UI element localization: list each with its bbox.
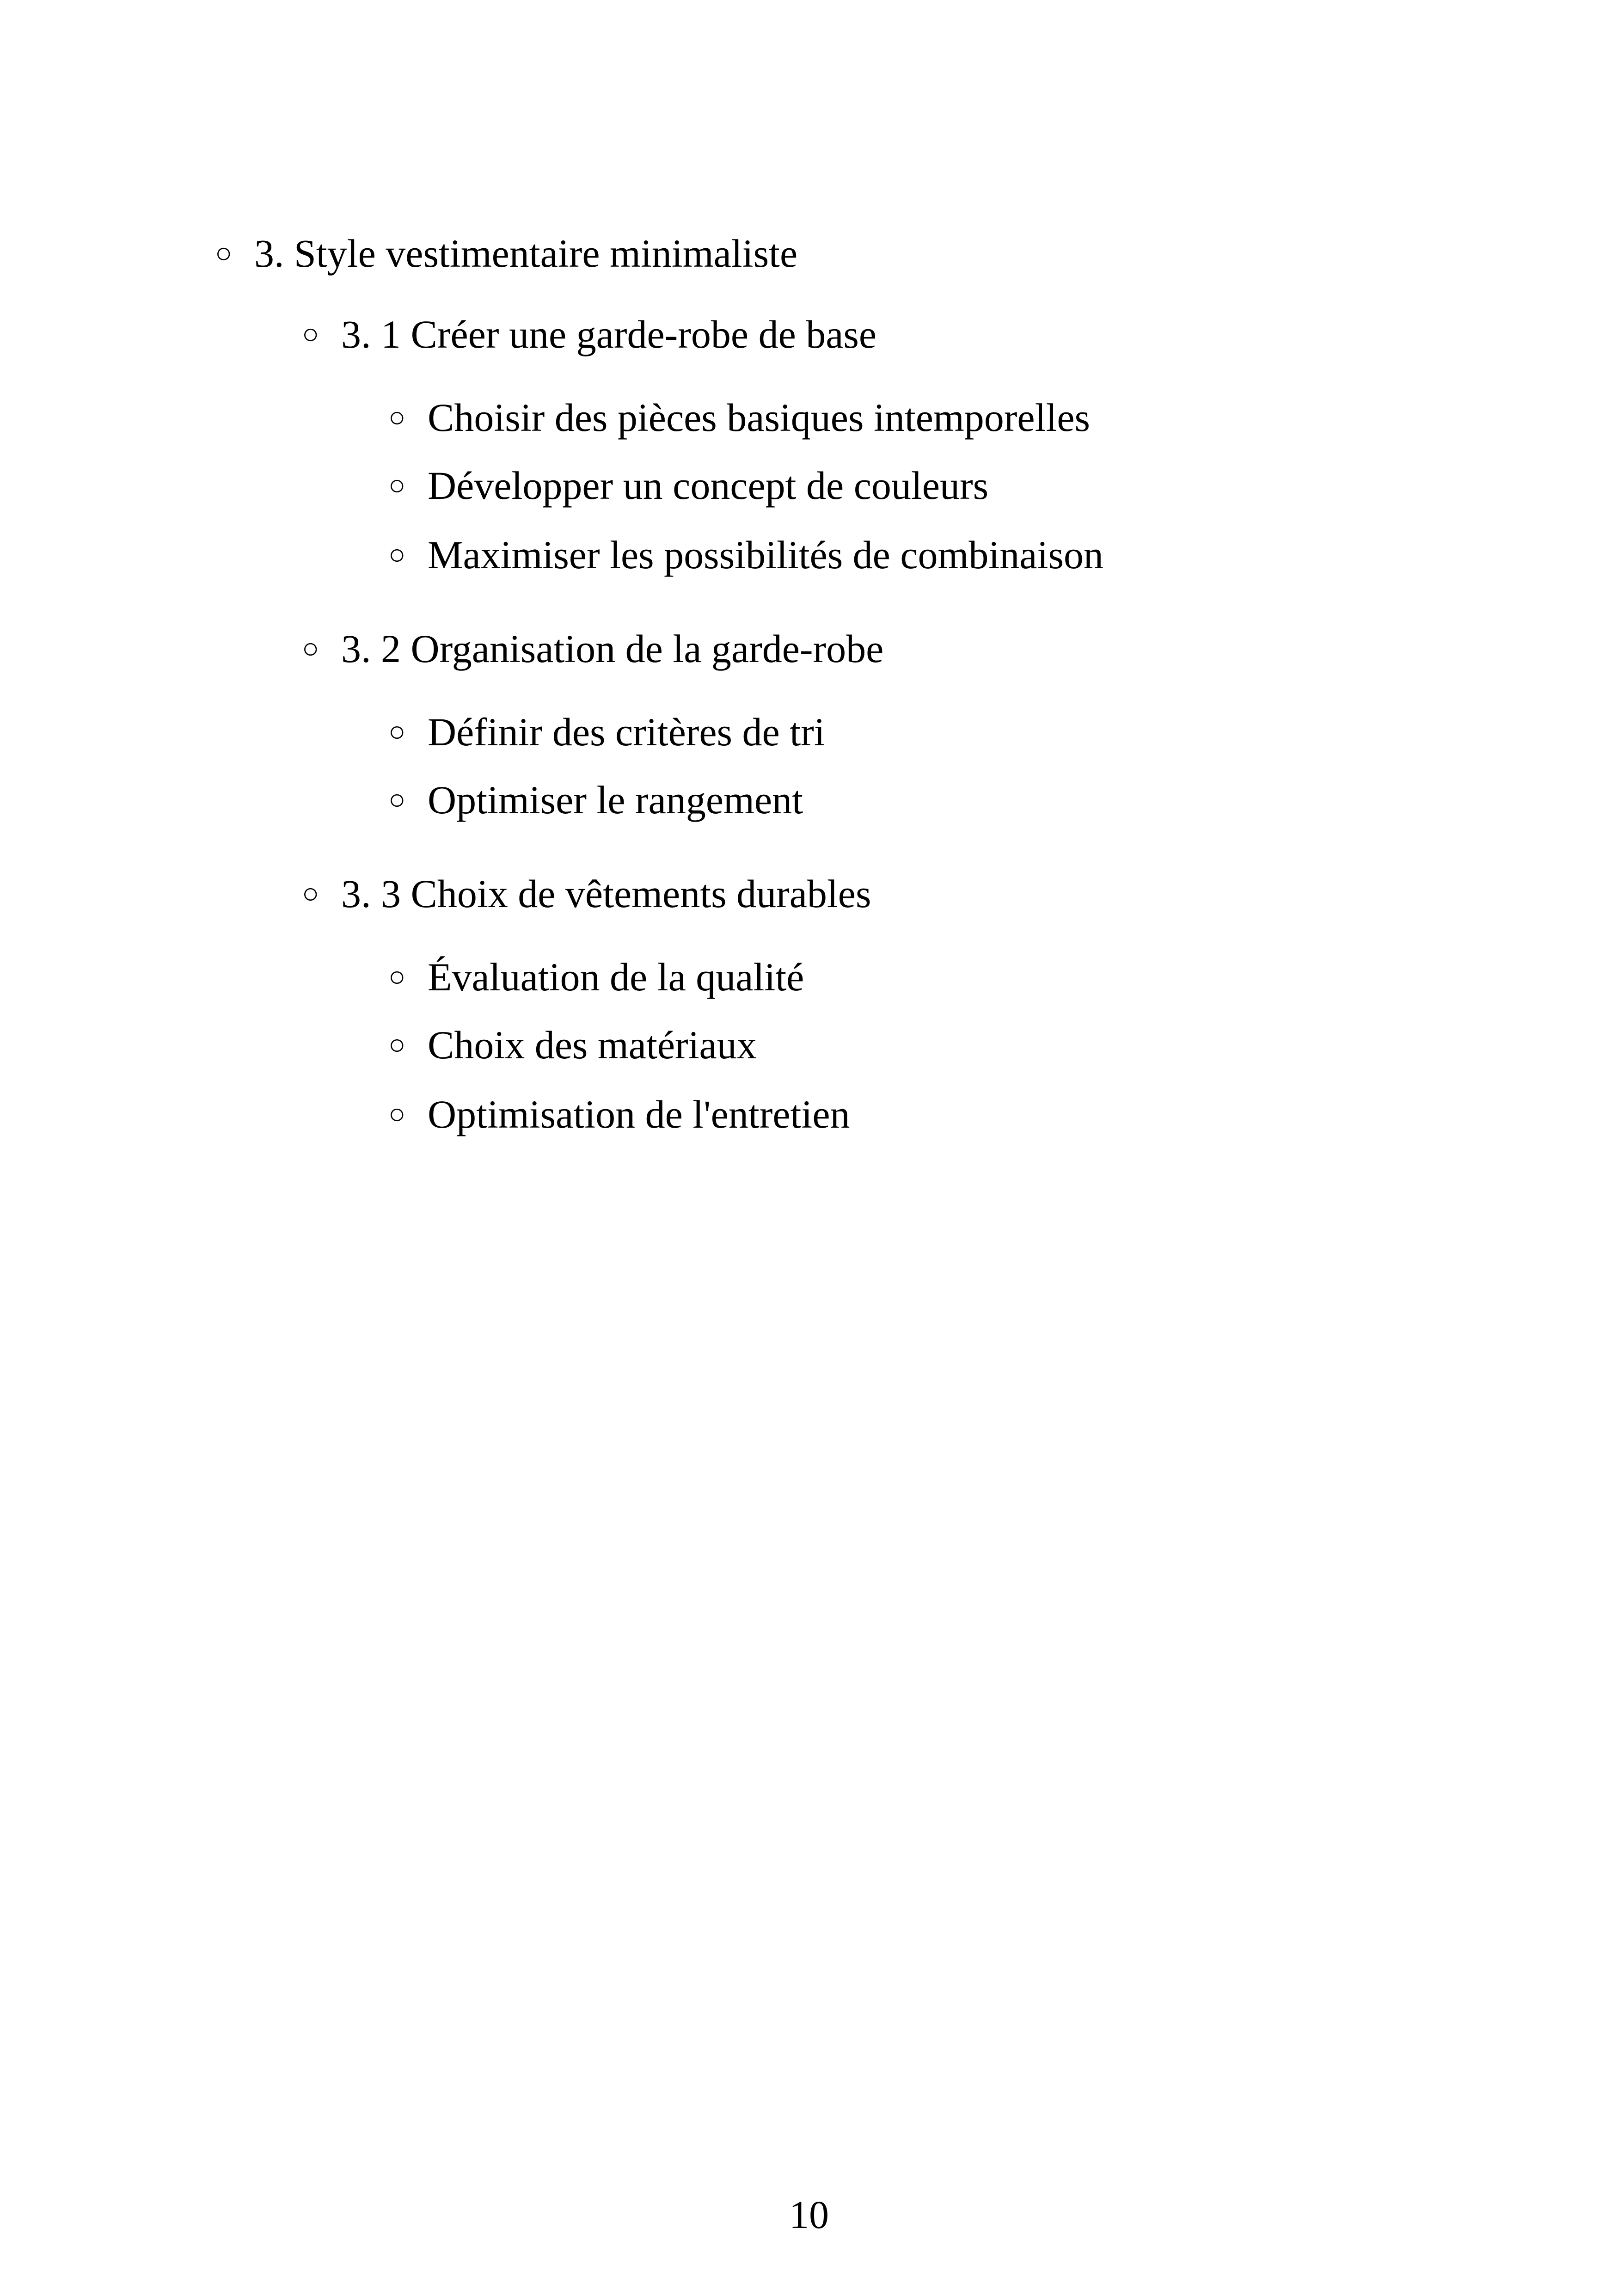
hollow-circle-bullet-icon: ○ [388,1029,406,1061]
outline-item-label: Définir des critères de tri [428,710,825,754]
hollow-circle-bullet-icon: ○ [215,238,233,269]
outline-item-label: Optimisation de l'entretien [428,1092,850,1136]
outline-item-label: Optimiser le rangement [428,778,803,822]
outline-item-label: Choisir des pièces basiques intemporelles [428,395,1091,440]
outline-item-label: 3. 1 Créer une garde-robe de base [341,312,877,356]
hollow-circle-bullet-icon: ○ [388,784,406,816]
outline-item-label: Développer un concept de couleurs [428,463,989,508]
hollow-circle-bullet-icon: ○ [388,402,406,433]
hollow-circle-bullet-icon: ○ [388,539,406,571]
hollow-circle-bullet-icon: ○ [302,319,319,350]
outline-item-label: Choix des matériaux [428,1023,757,1067]
hollow-circle-bullet-icon: ○ [302,633,319,664]
hollow-circle-bullet-icon: ○ [302,878,319,909]
outline-item-label: Évaluation de la qualité [428,955,804,999]
outline-item-label: 3. 2 Organisation de la garde-robe [341,626,884,671]
hollow-circle-bullet-icon: ○ [388,961,406,993]
hollow-circle-bullet-icon: ○ [388,470,406,501]
outline-item-label: Maximiser les possibilités de combinaison [428,533,1103,577]
outline-item-label: 3. 3 Choix de vêtements durables [341,872,871,916]
hollow-circle-bullet-icon: ○ [388,1099,406,1130]
outline-item-label: 3. Style vestimentaire minimaliste [254,231,798,276]
page-number: 10 [789,2192,829,2237]
hollow-circle-bullet-icon: ○ [388,716,406,748]
